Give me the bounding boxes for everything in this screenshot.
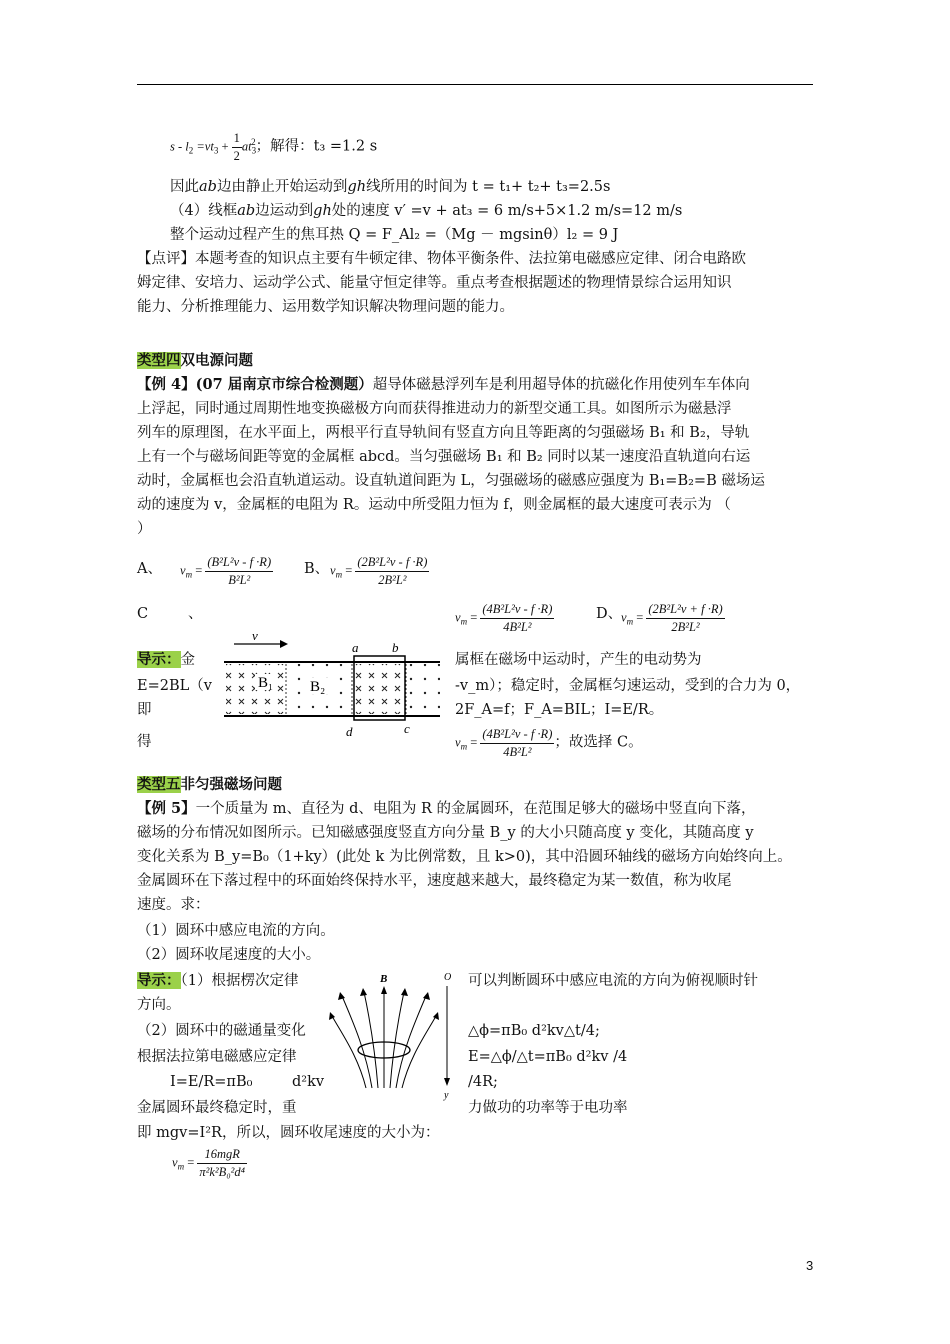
guide5-line-2: 方向。 [137, 997, 181, 1013]
comment-line-3: 能力、分析推理能力、运用数学知识解决物理问题的能力。 [137, 299, 514, 315]
origin-label: O [444, 972, 452, 983]
question-2: （2）圆环收尾速度的大小。 [137, 947, 321, 963]
guide5-line-1-right: 可以判断圆环中感应电流的方向为俯视顺时针 [468, 973, 758, 989]
example4-line-6: 动的速度为 v，金属框的电阻为 R。运动中所受阻力恒为 f，则金属框的最大速度可表示为 （ [137, 497, 731, 513]
guide5-line-7: 即 mgv=I²R，所以，圆环收尾速度的大小为： [137, 1125, 440, 1141]
guide5-line-5-right: /4R; [468, 1074, 498, 1090]
guide4-left-3: 即 [137, 702, 152, 718]
option-d-label: D、 [596, 606, 623, 622]
joule-heat-line: 整个运动过程产生的焦耳热 Q = F_Al₂ =（Mg － mgsinθ）l₂ = 9 J [170, 227, 619, 243]
part4-velocity-line: （4）线框ab边运动到gh处的速度 v′ =v + at₃ = 6 m/s+5×1.2 m/s=12 m/s [170, 203, 683, 219]
guide4-right-2: -v_m）；稳定时，金属框匀速运动，受到的合力为 0， [455, 678, 801, 694]
field-region-dot-2 [406, 664, 440, 714]
guide5-line-1-left: 导示：（1）根据楞次定律 [137, 972, 299, 989]
header-rule [137, 84, 813, 85]
comment-line-1: 【点评】本题考查的知识点主要有牛顿定律、物体平衡条件、法拉第电磁感应定律、闭合电路欧 [137, 251, 746, 267]
option-c-label: C [137, 606, 149, 622]
guide5-line-5-mid: d²kv [292, 1074, 325, 1090]
guide4-answer: $v_m$ = $\frac{\text{(4B²L²v - f ·R)}}{\text{4B²L²}}$ ；故选择 C。 [455, 727, 643, 759]
field-region-cross-2 [352, 664, 406, 714]
example4-line-3: 列车的原理图，在水平面上，两根平行直导轨间有竖直方向且等距离的匀强磁场 B₁ 和 B₂，导轨 [137, 425, 750, 441]
comment-line-2: 姆定律、安培力、运动学公式、能量守恒定律等。重点考查根据题述的物理情景综合运用知识 [137, 275, 732, 291]
option-c-formula: $v_m$ = $\frac{\text{(4B²L²v - f ·R)}}{\text{4B²L²}}$ [455, 602, 553, 634]
guide4-tag: 导示： [137, 651, 181, 668]
guide4-left-1: 导示：金 [137, 651, 195, 668]
b2-label: B₂ [310, 679, 326, 695]
field-b-label: B [380, 973, 388, 985]
guide5-line-6-left: 金属圆环最终稳定时，重 [137, 1100, 297, 1116]
corner-b-label: b [392, 640, 399, 655]
velocity-arrowhead [280, 640, 288, 648]
equation-displacement: $s - l_2 =vt_3$ + $\frac{1}{2}$ $at_3^2$；解得：t₃ =1.2 s [170, 131, 378, 163]
guide5-line-6-right: 力做功的功率等于电功率 [468, 1100, 628, 1116]
velocity-label: v [252, 630, 258, 643]
corner-d-label: d [346, 724, 353, 738]
example5-line-1: 【例 5】一个质量为 m、直径为 d、电阻为 R 的金属圆环，在范围足够大的磁场中竖直向下落， [137, 800, 756, 817]
corner-a-label: a [352, 640, 359, 655]
type4-tag: 类型四 [137, 352, 181, 369]
b1-label: B₁ [258, 675, 274, 691]
guide5-tag: 导示： [137, 972, 181, 989]
example5-line-3: 变化关系为 B_y=B₀（1+ky）(此处 k 为比例常数，且 k>0)，其中沿圆环轴线的磁场方向始终向上。 [137, 849, 792, 865]
example4-line-7: ） [137, 521, 152, 537]
example5-line-4: 金属圆环在下落过程中的环面始终保持水平，速度越来越大，最终稳定为某一数值，称为收尾 [137, 873, 732, 889]
example5-line-2: 磁场的分布情况如图所示。已知磁感强度竖直方向分量 B_y 的大小只随高度 y 变化，其随高度 y [137, 825, 754, 841]
guide4-right-1: 属框在磁场中运动时，产生的电动势为 [455, 652, 702, 668]
example4-line-5: 动时，金属框也会沿直轨道运动。设直轨道间距为 L，匀强磁场的磁感应强度为 B₁=B₂=B 磁场运 [137, 473, 765, 489]
example4-line-2: 上浮起，同时通过周期性地变换磁极方向而获得推进动力的新型交通工具。如图所示为磁悬浮 [137, 401, 732, 417]
guide5-line-5-left: I=E/R=πB₀ [170, 1074, 253, 1090]
total-time-line: 因此ab边由静止开始运动到gh线所用的时间为 t = t₁+ t₂+ t₃=2.5s [170, 179, 611, 195]
maglev-figure [222, 630, 446, 738]
type5-tag: 类型五 [137, 776, 181, 793]
y-axis-label: y [444, 1090, 449, 1101]
example4-line-4: 上有一个与磁场间距等宽的金属框 abcd。当匀强磁场 B₁ 和 B₂ 同时以某一速度沿直轨道向右运 [137, 449, 751, 465]
field-lines [332, 990, 436, 1088]
example4-line-1: 【例 4】(07 届南京市综合检测题）超导体磁悬浮列车是利用超导体的抗磁化作用使列车车体向 [137, 376, 750, 393]
corner-c-label: c [404, 721, 410, 736]
magnetic-field-figure [328, 968, 462, 1104]
guide5-line-4-right: E=△ϕ/△t=πB₀ d²kv /4 [468, 1049, 628, 1065]
type4-heading: 类型四双电源问题 [137, 352, 253, 369]
guide5-line-4-left: 根据法拉第电磁感应定律 [137, 1049, 297, 1065]
guide5-line-3-left: （2）圆环中的磁通量变化 [137, 1023, 306, 1039]
option-b-formula: $v_m$ = $\frac{\text{(2B²L²v - f ·R)}}{\text{2B²L²}}$ [330, 555, 428, 587]
option-a-formula: $v_m$ = $\frac{\text{(B²L²v - f ·R)}}{\text{B²L²}}$ [180, 555, 272, 587]
example5-line-5: 速度。求： [137, 897, 210, 913]
guide4-right-3: 2F_A=f；F_A=BIL；I=E/R。 [455, 702, 664, 718]
question-1: （1）圆环中感应电流的方向。 [137, 923, 335, 939]
y-axis-arrowhead [444, 1078, 450, 1086]
option-d-formula: $v_m$ = $\frac{\text{(2B²L²v + f ·R)}}{\text{2B²L²}}$ [621, 602, 723, 634]
guide5-line-3-right: △ϕ=πB₀ d²kv△t/4; [468, 1023, 600, 1039]
option-a-label: A、 [137, 561, 162, 577]
guide4-left-4: 得 [137, 734, 152, 750]
option-c-separator: 、 [188, 606, 203, 622]
type5-heading: 类型五非匀强磁场问题 [137, 776, 282, 793]
terminal-velocity-formula: $v_m$ = $\frac{\text{16mgR}}{\text{π²k²B₀²d⁴}}$ [172, 1147, 246, 1179]
page-number: 3 [806, 1258, 814, 1273]
option-b-label: B、 [304, 561, 330, 577]
guide4-left-2: E=2BL（v [137, 678, 212, 694]
